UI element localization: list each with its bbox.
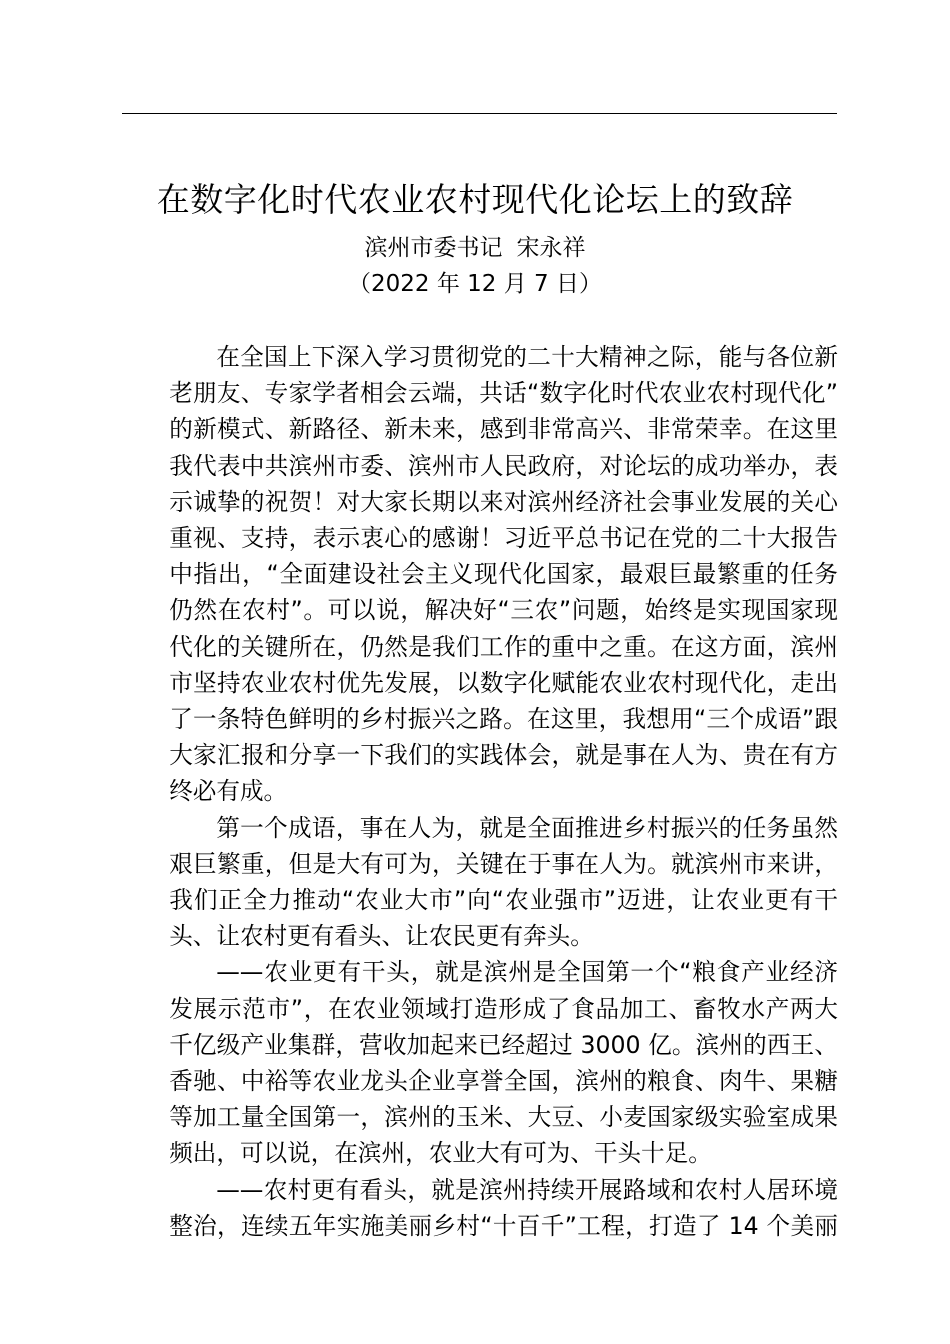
text-line: 我代表中共滨州市委、滨州市人民政府，对论坛的成功举办，表 <box>169 451 838 480</box>
author-role: 滨州市委书记 <box>364 235 503 261</box>
text-line: 在全国上下深入学习贯彻党的二十大精神之际，能与各位新 <box>216 343 838 371</box>
text-line: 示诚挚的祝贺！对大家长期以来对滨州经济社会事业发展的关心 <box>169 487 838 516</box>
text-line: 我们正全力推动“农业大市”向“农业强市”迈进，让农业更有干 <box>169 886 838 915</box>
text-line: 终必有成。 <box>169 777 288 806</box>
text-line: 大家汇报和分享一下我们的实践体会，就是事在人为、贵在有方 <box>169 741 838 770</box>
text-line: 香驰、中裕等农业龙头企业享誉全国，滨州的粮食、肉牛、果糖 <box>169 1067 838 1096</box>
text-line: 的新模式、新路径、新未来，感到非常高兴、非常荣幸。在这里 <box>169 415 838 444</box>
text-line: 千亿级产业集群，营收加起来已经超过 3000 亿。滨州的西王、 <box>169 1030 838 1059</box>
document-title: 在数字化时代农业农村现代化论坛上的致辞 <box>156 180 794 219</box>
paragraph-3 <box>122 954 838 1171</box>
text-line: 整治，连续五年实施美丽乡村“十百千”工程，打造了 14 个美丽 <box>169 1211 838 1240</box>
text-line: 市坚持农业农村优先发展，以数字化赋能农业农村现代化，走出 <box>169 668 838 697</box>
paragraph-4 <box>122 1172 838 1244</box>
text-line: 发展示范市”，在农业领域打造形成了食品加工、畜牧水产两大 <box>169 994 838 1023</box>
text-line: ——农村更有看头，就是滨州持续开展路域和农村人居环境 <box>216 1175 838 1204</box>
author-name: 宋永祥 <box>516 235 586 261</box>
header-rule <box>122 113 837 114</box>
text-line: 中指出，“全面建设社会主义现代化国家，最艰巨最繁重的任务 <box>169 560 838 589</box>
text-line: 频出，可以说，在滨州，农业大有可为、干头十足。 <box>169 1139 712 1168</box>
author-line <box>0 230 950 266</box>
text-line: ——农业更有干头，就是滨州是全国第一个“粮食产业经济 <box>216 958 838 987</box>
text-line: 老朋友、专家学者相会云端，共话“数字化时代农业农村现代化” <box>169 379 838 408</box>
text-line: 了一条特色鲜明的乡村振兴之路。在这里，我想用“三个成语”跟 <box>169 705 838 734</box>
paragraph-1 <box>122 339 838 810</box>
text-line: 代化的关键所在，仍然是我们工作的重中之重。在这方面，滨州 <box>169 632 838 661</box>
text-line: 第一个成语，事在人为，就是全面推进乡村振兴的任务虽然 <box>216 813 838 842</box>
text-line: 等加工量全国第一，滨州的玉米、大豆、小麦国家级实验室成果 <box>169 1103 838 1132</box>
text-line: 仍然在农村”。可以说，解决好“三农”问题，始终是实现国家现 <box>169 596 838 625</box>
text-line: 重视、支持，表示衷心的感谢！习近平总书记在党的二十大报告 <box>169 524 838 553</box>
paragraph-2 <box>122 810 838 955</box>
text-line: 艰巨繁重，但是大有可为，关键在于事在人为。就滨州市来讲， <box>169 849 838 878</box>
text-line: 头、让农村更有看头、让农民更有奔头。 <box>169 922 594 951</box>
speech-date: （2022 年 12 月 7 日） <box>348 271 602 297</box>
speech-body <box>122 339 838 1244</box>
